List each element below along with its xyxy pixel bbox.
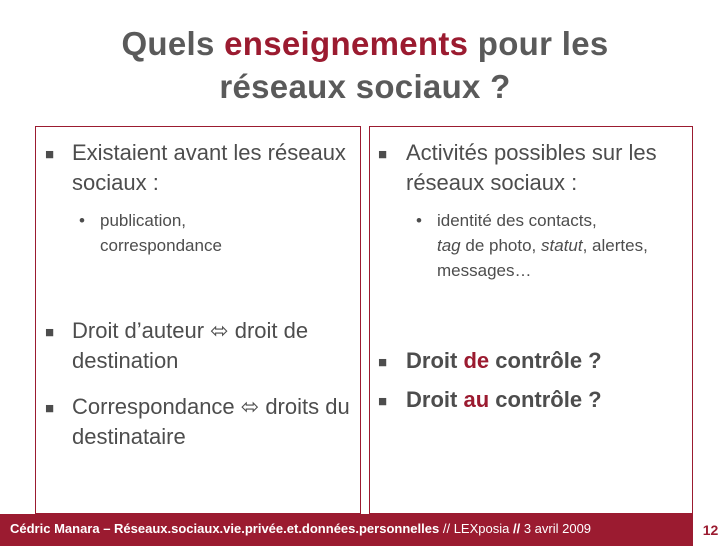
square-bullet-icon: ■ bbox=[378, 146, 388, 163]
page-number: 12 bbox=[693, 514, 728, 546]
left-bullet-1: ■ Existaient avant les réseaux sociaux : bbox=[45, 140, 346, 195]
dot-bullet-icon: • bbox=[416, 211, 422, 230]
right-question-2: ■ Droit au contrôle ? bbox=[378, 385, 706, 415]
right-bullet-1: ■ Activités possibles sur les réseaux sociaux : bbox=[378, 140, 657, 195]
right-question-1: ■ Droit de contrôle ? bbox=[378, 346, 706, 376]
right-sub-bullet-1: • identité des contacts, tag de photo, statut, alertes, messages… bbox=[416, 208, 699, 283]
footer-text: Cédric Manara – Réseaux.sociaux.vie.privée.et.données.personnelles // LEXposia // 3 avril 2009 bbox=[10, 521, 592, 536]
title-part1: Quels bbox=[121, 25, 215, 62]
square-bullet-icon: ■ bbox=[45, 400, 55, 417]
title-line2: réseaux sociaux ? bbox=[219, 68, 511, 105]
square-bullet-icon: ■ bbox=[45, 324, 55, 341]
square-bullet-icon: ■ bbox=[45, 146, 55, 163]
title-part2: pour les bbox=[477, 25, 609, 62]
footer-bar bbox=[0, 514, 728, 546]
dot-bullet-icon: • bbox=[79, 211, 85, 230]
left-sub-bullet-1: • publication, correspondance bbox=[79, 208, 310, 258]
square-bullet-icon: ■ bbox=[378, 393, 388, 410]
slide-title bbox=[40, 22, 690, 108]
left-bullet-2: ■ Droit d’auteur ⬄ droit de destination bbox=[45, 318, 309, 373]
left-bullet-3: ■ Correspondance ⬄ droits du destinataire bbox=[45, 394, 350, 449]
title-accent: enseignements bbox=[224, 25, 469, 62]
square-bullet-icon: ■ bbox=[378, 354, 388, 371]
